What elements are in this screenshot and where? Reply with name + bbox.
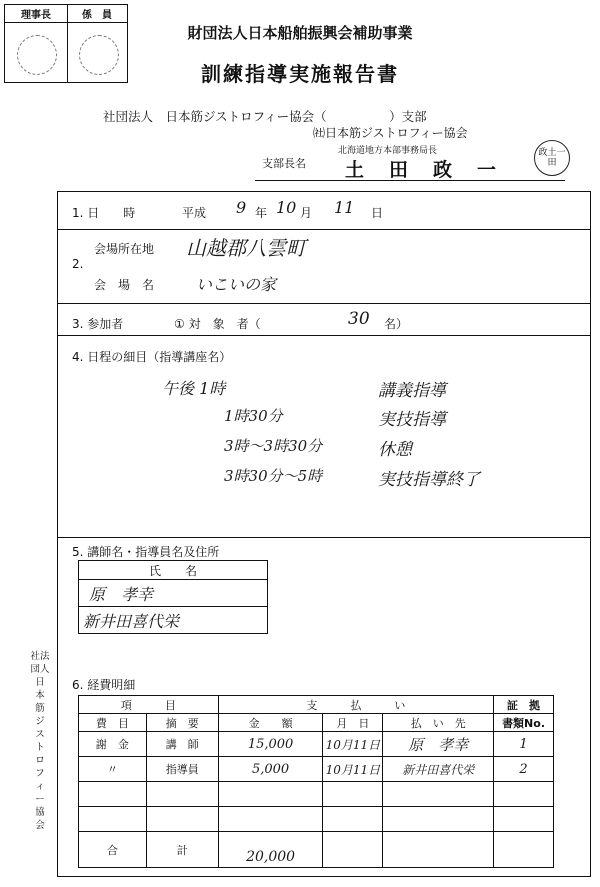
- participant-count: 30: [348, 309, 370, 329]
- header-payment: 支 払 い: [218, 696, 493, 714]
- schedule-time: 午後 1時: [162, 379, 226, 398]
- era-label: 平成: [182, 206, 207, 220]
- schedule-activity: 休憩: [378, 440, 412, 460]
- participant-unit: 名）: [384, 317, 409, 331]
- sidebar-char: ト: [35, 742, 45, 753]
- day-value: 11: [334, 198, 355, 217]
- address-label: 会場所在地: [94, 242, 155, 256]
- header-expense: 費 目: [79, 714, 147, 732]
- year-unit: 年: [255, 206, 268, 220]
- approval-header-chairman: 理事長: [5, 5, 68, 23]
- year-value: 9: [236, 198, 247, 217]
- venue-value: いこいの家: [196, 275, 277, 294]
- instructor-table: [78, 560, 268, 634]
- row-amount: 5,000: [218, 757, 323, 782]
- target-label: ① 対 象 者（: [174, 317, 261, 331]
- row-amount: 15,000: [218, 732, 323, 757]
- chief-name: 土 田 政 一: [345, 159, 500, 181]
- venue-label: 会 場 名: [94, 278, 155, 292]
- sidebar-char: 会: [35, 820, 45, 831]
- day-unit: 日: [371, 206, 384, 220]
- approval-header-staff: 係 員: [67, 5, 127, 23]
- sidebar-char: ィ: [35, 781, 45, 792]
- row-payee: 新井田喜代栄: [383, 757, 494, 782]
- org-stamp-line1: ㈳日本筋ジストロフィー協会: [313, 126, 468, 140]
- chief-label: 支部長名: [262, 157, 306, 170]
- row-summary: 講 師: [146, 732, 218, 757]
- header-date: 月 日: [323, 714, 383, 732]
- schedule-activity: 講義指導: [378, 381, 446, 401]
- expense-table: [78, 695, 554, 868]
- schedule-activity: 実技指導終了: [378, 470, 480, 490]
- section3-label: 3. 参加者: [72, 317, 124, 331]
- header-item: 項 目: [79, 696, 219, 714]
- sidebar-char: 本: [35, 690, 45, 701]
- sidebar-char: 日: [35, 677, 45, 688]
- header-evidence-no: 書類No.: [494, 714, 554, 732]
- row-payee: 原 孝幸: [383, 732, 494, 757]
- total-amount: 20,000: [218, 832, 323, 868]
- instructor-header: 氏 名: [79, 561, 268, 580]
- schedule-time: 1時30分: [224, 407, 283, 425]
- section1-label: 1. 日 時: [72, 206, 136, 220]
- section2-number: 2.: [72, 257, 84, 271]
- section6-label: 6. 経費明細: [72, 678, 136, 692]
- month-unit: 月: [300, 206, 313, 220]
- table-row: [79, 757, 554, 782]
- sidebar-char: 筋: [35, 703, 45, 714]
- main-form: [57, 191, 591, 877]
- instructor-name: 新井田喜代栄: [79, 607, 268, 634]
- header-amount: 金 額: [218, 714, 323, 732]
- table-row: [79, 807, 554, 832]
- header-summary: 摘 要: [146, 714, 218, 732]
- total-label-2: 計: [146, 832, 218, 868]
- row-expense: 〃: [79, 757, 147, 782]
- row-no: 2: [494, 757, 554, 782]
- chief-seal: 政土一田: [534, 140, 570, 176]
- sidebar-char: ロ: [35, 755, 45, 766]
- section4-label: 4. 日程の細目（指導講座名）: [72, 350, 232, 364]
- schedule-time: 3時30分〜5時: [224, 467, 323, 485]
- sidebar-char: ス: [35, 729, 45, 740]
- address-value: 山越郡八雲町: [186, 236, 306, 260]
- sidebar-char: 団人: [30, 664, 50, 675]
- instructor-name: 原 孝幸: [79, 580, 268, 607]
- sidebar-char: ー: [35, 794, 45, 805]
- total-row: [79, 832, 554, 868]
- schedule-activity: 実技指導: [378, 410, 446, 430]
- row-date: 10月11日: [323, 732, 383, 757]
- org-stamp-line2: 北海道地方本部事務局長: [338, 146, 438, 156]
- header-evidence: 証 拠: [494, 696, 554, 714]
- sidebar-char: 社法: [30, 651, 50, 662]
- sidebar-char: ジ: [35, 716, 45, 727]
- row-no: 1: [494, 732, 554, 757]
- row-expense: 謝 金: [79, 732, 147, 757]
- page-title: 訓練指導実施報告書: [201, 62, 399, 86]
- sidebar-char: フ: [35, 768, 45, 779]
- org-label: 社団法人 日本筋ジストロフィー協会（ ）支部: [103, 109, 427, 124]
- row-summary: 指導員: [146, 757, 218, 782]
- table-row: [79, 732, 554, 757]
- row-date: 10月11日: [323, 757, 383, 782]
- section5-label: 5. 講師名・指導員名及住所: [72, 545, 220, 559]
- schedule-time: 3時〜3時30分: [224, 437, 323, 455]
- sidebar-vertical-label: [28, 650, 52, 832]
- total-label-1: 合: [79, 832, 147, 868]
- sidebar-char: 協: [35, 807, 45, 818]
- header-payee: 払 い 先: [383, 714, 494, 732]
- title-subsidy: 財団法人日本船舶振興会補助事業: [187, 24, 413, 42]
- table-row: [79, 782, 554, 807]
- month-value: 10: [276, 198, 297, 217]
